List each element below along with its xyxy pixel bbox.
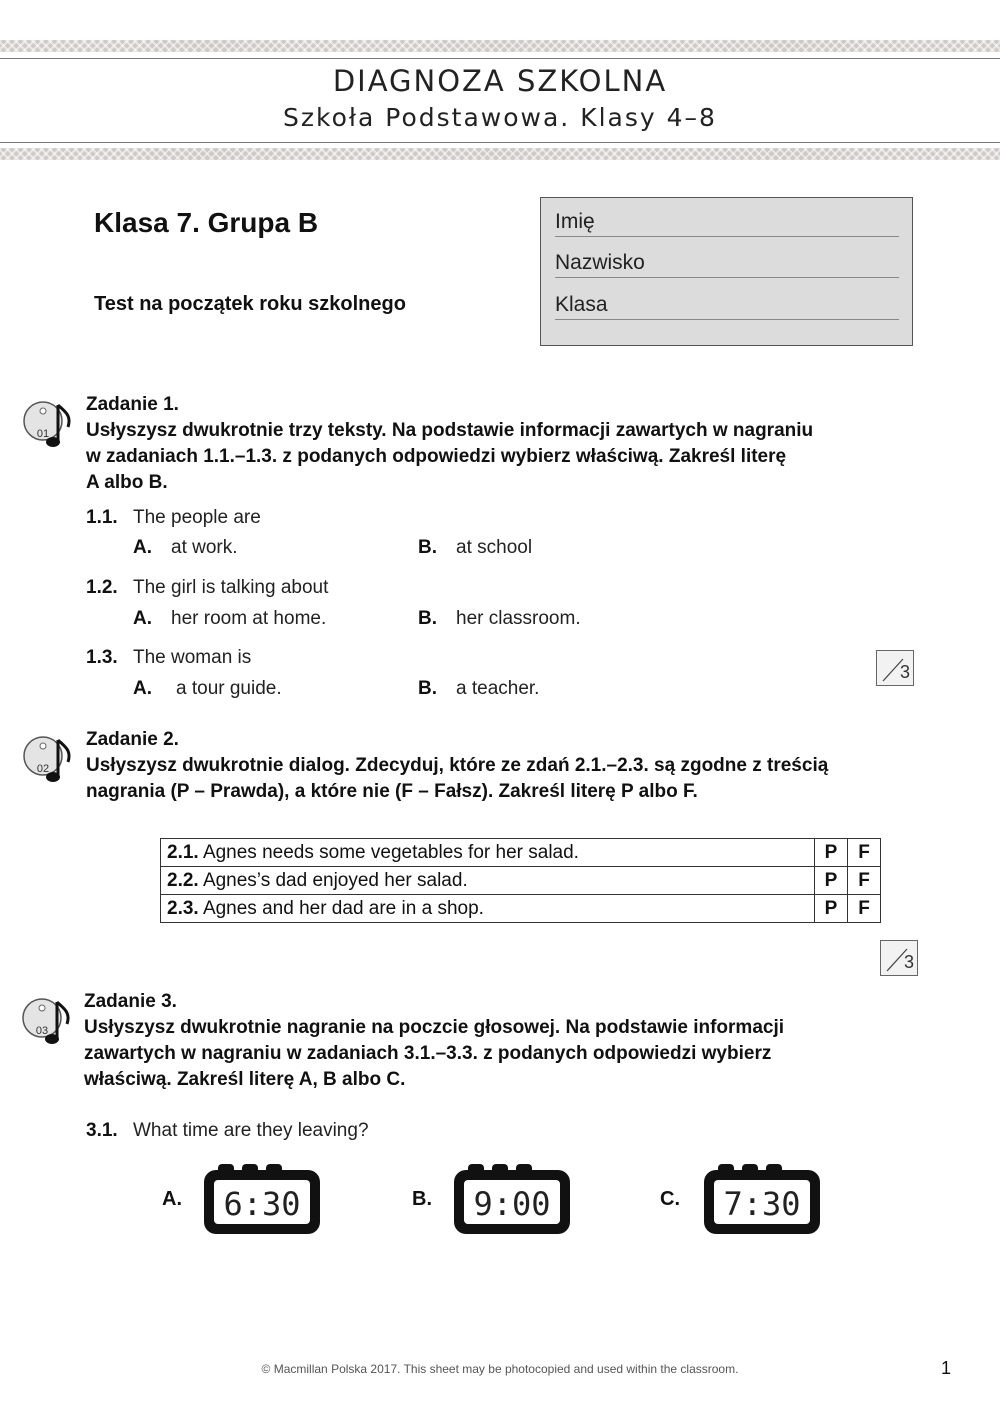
question-number: 1.2. bbox=[86, 577, 118, 598]
digital-clock-icon[interactable] bbox=[454, 1164, 570, 1236]
option-b-text: her classroom. bbox=[456, 608, 581, 629]
statement-number: 2.1. bbox=[167, 841, 199, 863]
table-row bbox=[161, 839, 881, 867]
option-b-letter[interactable]: B. bbox=[418, 608, 437, 629]
statement-cell bbox=[161, 839, 815, 867]
table-row bbox=[161, 895, 881, 923]
header-subtitle: Szkoła Podstawowa. Klasy 4–8 bbox=[283, 103, 717, 132]
instruction-line: A albo B. bbox=[86, 472, 168, 493]
task2-instruction bbox=[86, 753, 828, 805]
task1-title: Zadanie 1. bbox=[86, 394, 179, 415]
header-band-bottom bbox=[0, 148, 1000, 160]
audio-cd-icon bbox=[20, 732, 80, 792]
copyright-footer: © Macmillan Polska 2017. This sheet may be photocopied and used within the classroom. bbox=[261, 1362, 739, 1376]
option-c-letter[interactable]: C. bbox=[660, 1188, 680, 1210]
option-b-letter[interactable]: B. bbox=[412, 1188, 432, 1210]
true-option[interactable]: P bbox=[815, 867, 848, 895]
statement-text: Agnes needs some vegetables for her salad. bbox=[202, 841, 579, 863]
instruction-line: Usłyszysz dwukrotnie trzy teksty. Na podstawie informacji zawartych w nagraniu bbox=[86, 420, 814, 441]
page-subtitle: Test na początek roku szkolnego bbox=[94, 293, 406, 315]
option-a-letter[interactable]: A. bbox=[162, 1188, 182, 1210]
last-name-field[interactable]: Nazwisko bbox=[555, 249, 899, 278]
instruction-line: właściwą. Zakreśl literę A, B albo C. bbox=[84, 1069, 406, 1090]
option-a-text: a tour guide. bbox=[176, 678, 282, 699]
option-a-text: at work. bbox=[171, 537, 238, 558]
score-box[interactable] bbox=[876, 650, 914, 686]
audio-cd-icon bbox=[19, 994, 79, 1054]
question-text: The people are bbox=[133, 507, 261, 528]
clock-time: 6:30 bbox=[223, 1185, 301, 1223]
true-option[interactable]: P bbox=[815, 895, 848, 923]
page-title: Klasa 7. Grupa B bbox=[94, 207, 319, 238]
clock-time: 9:00 bbox=[473, 1185, 551, 1223]
question-number: 3.1. bbox=[86, 1120, 118, 1141]
statement-cell bbox=[161, 867, 815, 895]
question-text: The girl is talking about bbox=[133, 577, 329, 598]
instruction-line: Usłyszysz dwukrotnie nagranie na poczcie głosowej. Na podstawie informacji bbox=[84, 1017, 785, 1038]
statement-number: 2.3. bbox=[167, 897, 199, 919]
instruction-line: zawartych w nagraniu w zadaniach 3.1.–3.3. z podanych odpowiedzi wybierz bbox=[84, 1043, 772, 1064]
cd-track-number: 03 bbox=[35, 1025, 49, 1037]
statement-number: 2.2. bbox=[167, 869, 199, 891]
statement-cell bbox=[161, 895, 815, 923]
statement-text: Agnes and her dad are in a shop. bbox=[202, 897, 484, 919]
audio-cd-icon bbox=[20, 397, 80, 457]
option-b-letter[interactable]: B. bbox=[418, 537, 437, 558]
option-a-text: her room at home. bbox=[171, 608, 327, 629]
score-box[interactable] bbox=[880, 940, 918, 976]
digital-clock-icon[interactable] bbox=[704, 1164, 820, 1236]
question-text: The woman is bbox=[133, 647, 252, 668]
instruction-line: Usłyszysz dwukrotnie dialog. Zdecyduj, które ze zdań 2.1.–2.3. są zgodne z treścią bbox=[86, 755, 829, 776]
instruction-line: w zadaniach 1.1.–1.3. z podanych odpowiedzi wybierz właściwą. Zakreśl literę bbox=[86, 446, 787, 467]
table-row bbox=[161, 867, 881, 895]
question-number: 1.1. bbox=[86, 507, 118, 528]
header-rule-top bbox=[0, 58, 1000, 59]
option-a-letter[interactable]: A. bbox=[133, 537, 152, 558]
option-b-text: at school bbox=[456, 537, 533, 558]
false-option[interactable]: F bbox=[848, 839, 881, 867]
option-b-letter[interactable]: B. bbox=[418, 678, 437, 699]
score-max: 3 bbox=[899, 662, 910, 682]
clock-time: 7:30 bbox=[723, 1185, 801, 1223]
false-option[interactable]: F bbox=[848, 867, 881, 895]
first-name-field[interactable]: Imię bbox=[555, 208, 899, 237]
question-text: What time are they leaving? bbox=[133, 1120, 369, 1141]
class-field[interactable]: Klasa bbox=[555, 291, 899, 320]
header-title: DIAGNOZA SZKOLNA bbox=[332, 64, 668, 98]
page-number: 1 bbox=[941, 1358, 952, 1378]
instruction-line: nagrania (P – Prawda), a które nie (F – Fałsz). Zakreśl literę P albo F. bbox=[86, 781, 698, 802]
student-info-box bbox=[540, 197, 913, 346]
true-false-table bbox=[160, 838, 881, 923]
false-option[interactable]: F bbox=[848, 895, 881, 923]
cd-track-number: 01 bbox=[36, 428, 50, 440]
score-max: 3 bbox=[903, 952, 914, 972]
option-a-letter[interactable]: A. bbox=[133, 678, 152, 699]
task2-title: Zadanie 2. bbox=[86, 729, 179, 750]
header-band-top bbox=[0, 40, 1000, 52]
task1-instruction bbox=[86, 418, 813, 496]
question-number: 1.3. bbox=[86, 647, 118, 668]
cd-track-number: 02 bbox=[36, 763, 50, 775]
task3-title: Zadanie 3. bbox=[84, 991, 177, 1012]
true-option[interactable]: P bbox=[815, 839, 848, 867]
digital-clock-icon[interactable] bbox=[204, 1164, 320, 1236]
header-rule-bottom bbox=[0, 142, 1000, 143]
option-a-letter[interactable]: A. bbox=[133, 608, 152, 629]
task3-instruction bbox=[84, 1015, 784, 1093]
option-b-text: a teacher. bbox=[456, 678, 540, 699]
statement-text: Agnes’s dad enjoyed her salad. bbox=[202, 869, 468, 891]
